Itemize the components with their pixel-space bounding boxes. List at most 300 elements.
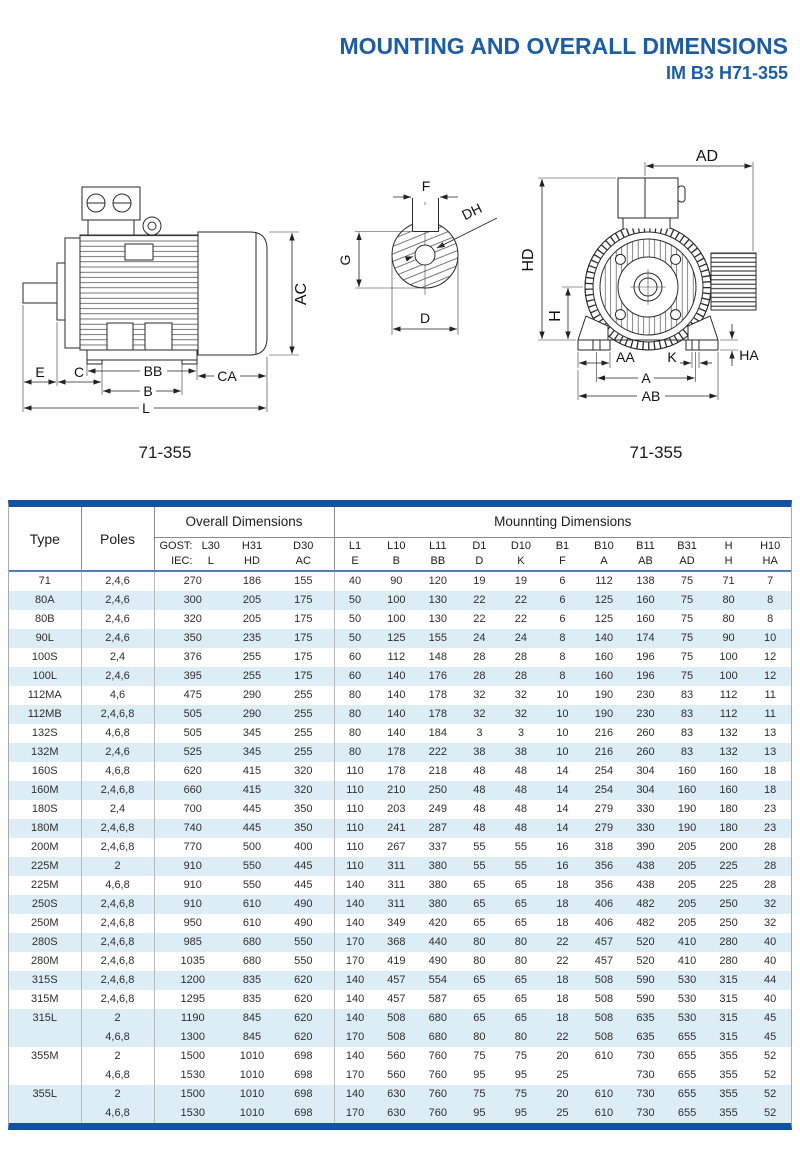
cell-value: 205 [242, 613, 262, 625]
cell-value: 95 [459, 1104, 501, 1123]
table-row [9, 933, 791, 952]
cell-value: 1010 [231, 1104, 273, 1123]
cell-value: 445 [273, 876, 334, 895]
table-row [9, 952, 791, 971]
cell-value: 508 [376, 1009, 418, 1028]
cell-poles: 2,4,6,8 [81, 895, 154, 914]
cell-value: 110 [334, 857, 376, 876]
cell-value: 83 [666, 743, 708, 762]
cell-value: 508 [376, 1028, 418, 1047]
cell-value: 630 [376, 1104, 418, 1123]
motor-side-view-drawing [10, 150, 310, 422]
table-row [9, 1085, 791, 1104]
cell-poles: 2,4,6 [81, 629, 154, 648]
cell-type: 315S [9, 971, 81, 990]
cell-value: 190 [583, 705, 625, 724]
cell-value: 225 [708, 857, 750, 876]
cell-value: 178 [417, 705, 459, 724]
cell-value: 760 [428, 1050, 448, 1062]
cell-value: 355 [708, 1104, 750, 1123]
cell-value: 22 [556, 955, 569, 967]
cell-value: 490 [428, 955, 448, 967]
cell-value: 390 [636, 841, 655, 853]
cell-value: 48 [473, 803, 486, 815]
cell-value: 45 [749, 1009, 791, 1028]
cell-value: 760 [428, 1069, 448, 1081]
cell-value: 620 [273, 1009, 334, 1028]
cell-value: 1530 [154, 1104, 231, 1123]
cell-value: 530 [677, 993, 697, 1005]
cell-value: 205 [666, 895, 708, 914]
cell-value: 65 [459, 1009, 501, 1028]
cell-value: 90 [708, 629, 750, 648]
cell-value [583, 1066, 625, 1085]
cell-value: 655 [666, 1085, 708, 1104]
cell-value: 255 [273, 743, 334, 762]
cell-value: 8 [749, 591, 791, 610]
cell-value: 6 [542, 591, 584, 610]
cell-value: 255 [273, 705, 334, 724]
cell-type: 250S [9, 895, 81, 914]
cell-value: 530 [666, 971, 708, 990]
col-header-b31: B31 AD [666, 537, 708, 571]
cell-value: 110 [346, 765, 364, 777]
cell-value: 520 [625, 933, 667, 952]
cell-value: 132 [719, 727, 738, 739]
cell-value: 138 [636, 575, 655, 587]
group-header-overall: Overall Dimensions [154, 507, 334, 537]
cell-value: 205 [231, 591, 273, 610]
cell-value: 355 [719, 1050, 738, 1062]
cell-value: 216 [594, 727, 614, 739]
cell-value: 140 [334, 895, 376, 914]
cell-value: 155 [273, 571, 334, 591]
table-row [9, 857, 791, 876]
dim-label-e: E [35, 364, 45, 380]
cell-type: 200M [9, 838, 81, 857]
dim-label-aa: AA [616, 349, 635, 365]
cell-poles: 4,6,8 [81, 1104, 154, 1123]
cell-value: 554 [417, 971, 459, 990]
col-header-h: H H [708, 537, 750, 571]
cell-value: 40 [348, 575, 362, 587]
cell-value: 610 [242, 917, 262, 929]
cell-value: 345 [242, 727, 262, 739]
cell-poles: 2,4,6,8 [81, 705, 154, 724]
cell-poles: 2,4,6 [81, 743, 154, 762]
col-header-type: Type [9, 507, 81, 571]
cell-value: 254 [583, 781, 625, 800]
cell-value: 216 [583, 743, 625, 762]
cell-value: 52 [764, 1069, 777, 1081]
cell-value: 190 [666, 819, 708, 838]
cell-value: 80 [459, 933, 501, 952]
table-row [9, 1066, 791, 1085]
cell-value: 320 [183, 613, 202, 625]
cell-value: 112 [387, 651, 406, 663]
cell-value: 14 [542, 819, 584, 838]
cell-value: 1500 [180, 1050, 205, 1062]
cell-value: 14 [556, 765, 569, 777]
cell-value: 184 [428, 727, 448, 739]
cell-value: 445 [242, 803, 262, 815]
cell-value: 28 [459, 667, 501, 686]
cell-value: 170 [345, 955, 365, 967]
cell-value: 80 [334, 743, 376, 762]
cell-value: 125 [583, 591, 625, 610]
cell-value: 11 [749, 705, 791, 724]
table-row [9, 705, 791, 724]
cell-value: 48 [459, 819, 501, 838]
table-row [9, 800, 791, 819]
cell-value: 55 [473, 841, 486, 853]
cell-value: 160 [636, 613, 655, 625]
col-header-l11: L11 BB [417, 537, 459, 571]
cell-value: 203 [387, 803, 406, 815]
cell-value: 65 [500, 971, 542, 990]
cell-value: 8 [542, 667, 584, 686]
table-row [9, 914, 791, 933]
terminal-box-front [618, 178, 678, 218]
cell-value: 845 [231, 1009, 273, 1028]
cell-value: 22 [473, 613, 486, 625]
cell-value: 32 [764, 917, 777, 929]
table-body [9, 571, 791, 1123]
cell-value: 910 [154, 895, 231, 914]
cell-value: 255 [242, 651, 262, 663]
cell-value: 10 [749, 629, 791, 648]
cell-value: 730 [625, 1085, 667, 1104]
table-row [9, 895, 791, 914]
cell-value: 655 [666, 1104, 708, 1123]
cell-value: 205 [677, 841, 697, 853]
cell-value: 18 [749, 781, 791, 800]
motor-feet [87, 350, 197, 360]
cell-value: 52 [749, 1085, 791, 1104]
cell-value: 760 [417, 1085, 459, 1104]
cell-value: 349 [387, 917, 406, 929]
cell-value: 1010 [239, 1050, 265, 1062]
cell-value: 32 [473, 689, 486, 701]
cell-poles: 2,4,6,8 [81, 933, 154, 952]
cell-value: 950 [183, 917, 202, 929]
cell-value: 28 [749, 857, 791, 876]
front-view-caption: 71-355 [629, 443, 683, 462]
cell-value: 32 [514, 689, 528, 701]
cell-value: 28 [473, 651, 486, 663]
cell-value: 490 [273, 895, 334, 914]
cell-value: 44 [749, 971, 791, 990]
cell-value: 18 [556, 917, 569, 929]
cell-value: 250 [719, 917, 738, 929]
cell-value: 32 [749, 895, 791, 914]
cell-value: 267 [387, 841, 406, 853]
cell-value: 95 [514, 1069, 528, 1081]
cell-value: 620 [183, 765, 202, 777]
cell-value: 655 [666, 1028, 708, 1047]
cell-value: 550 [231, 857, 273, 876]
cell-value: 80 [459, 1028, 501, 1047]
cell-value: 80 [722, 613, 735, 625]
cell-value: 125 [376, 629, 418, 648]
cell-value: 700 [183, 803, 202, 815]
cell-value: 52 [764, 1050, 777, 1062]
cell-value: 28 [514, 651, 528, 663]
col-header-d10: D10 K [500, 537, 542, 571]
cell-value: 16 [542, 857, 584, 876]
cell-value: 75 [666, 667, 708, 686]
center-hole [415, 245, 435, 265]
cell-value: 140 [334, 971, 376, 990]
cell-poles: 2,4,6 [81, 667, 154, 686]
cell-value: 635 [625, 1009, 667, 1028]
cell-value: 300 [154, 591, 231, 610]
cell-value: 80 [500, 1028, 542, 1047]
cell-value: 90 [390, 575, 403, 587]
col-header-gost-iec: GOST: L30 IEC: L [154, 537, 231, 571]
cell-value: 280 [708, 933, 750, 952]
cell-type: 160M [9, 781, 81, 800]
cell-value: 19 [473, 575, 486, 587]
dim-label-ab: AB [641, 388, 661, 404]
cell-value: 18 [542, 971, 584, 990]
cell-poles: 4,6,8 [81, 724, 154, 743]
cell-value: 505 [183, 727, 202, 739]
cell-value: 80 [348, 689, 362, 701]
cell-value: 19 [514, 575, 528, 587]
cell-value: 985 [154, 933, 231, 952]
cell-value: 112 [595, 575, 613, 587]
cell-value: 1295 [180, 993, 205, 1005]
cell-value: 175 [273, 591, 334, 610]
cell-value: 45 [749, 1028, 791, 1047]
cell-value: 65 [514, 879, 528, 891]
cell-value: 6 [559, 575, 566, 587]
cell-value: 249 [428, 803, 448, 815]
cell-value: 180 [719, 803, 738, 815]
cell-value: 12 [749, 667, 791, 686]
cell-value: 320 [273, 781, 334, 800]
cell-type: 315L [9, 1009, 81, 1028]
cell-value: 250 [417, 781, 459, 800]
cell-value: 680 [417, 1009, 459, 1028]
table-row [9, 667, 791, 686]
cell-value: 190 [594, 689, 614, 701]
cell-value: 620 [273, 990, 334, 1009]
cell-value: 356 [594, 879, 614, 891]
cell-type: 71 [9, 571, 81, 591]
group-header-mounting: Mounnting Dimensions [334, 507, 791, 537]
cell-value: 65 [473, 879, 486, 891]
col-header-poles: Poles [81, 507, 154, 571]
cell-value: 415 [242, 765, 262, 777]
cell-value: 18 [542, 1009, 584, 1028]
cell-poles: 2,4,6 [81, 571, 154, 591]
col-header-b11: B11 AB [625, 537, 667, 571]
cell-value: 845 [231, 1028, 273, 1047]
cell-type: 355L [9, 1085, 81, 1104]
cell-value: 410 [677, 955, 697, 967]
cell-value: 630 [376, 1085, 418, 1104]
cell-value: 6 [559, 613, 566, 625]
cell-value: 170 [334, 933, 376, 952]
cell-value: 490 [273, 914, 334, 933]
cell-value: 22 [542, 933, 584, 952]
page-title: MOUNTING AND OVERALL DIMENSIONS [339, 33, 788, 59]
page-subtitle: IM B3 H71-355 [665, 63, 788, 84]
cell-value: 235 [231, 629, 273, 648]
cell-value: 160 [666, 781, 708, 800]
cell-value: 350 [273, 819, 334, 838]
cell-value: 130 [428, 613, 448, 625]
cell-value: 160 [719, 765, 738, 777]
cell-value: 311 [376, 895, 418, 914]
cell-value: 65 [514, 917, 528, 929]
cell-value: 10 [556, 727, 569, 739]
cell-value: 610 [231, 895, 273, 914]
cell-type: 80B [9, 610, 81, 629]
cell-value: 587 [428, 993, 448, 1005]
table-row [9, 781, 791, 800]
cell-value: 132 [708, 743, 750, 762]
cell-value: 315 [708, 1028, 750, 1047]
cell-value: 60 [348, 651, 362, 663]
cell-value: 22 [459, 591, 501, 610]
cell-value: 620 [273, 971, 334, 990]
cell-value: 14 [556, 803, 569, 815]
cell-value: 440 [417, 933, 459, 952]
cell-value: 320 [273, 762, 334, 781]
cell-value: 445 [231, 819, 273, 838]
cell-value: 11 [764, 689, 776, 701]
cell-value: 100 [376, 591, 418, 610]
cell-value: 55 [500, 857, 542, 876]
cell-value: 740 [154, 819, 231, 838]
cell-poles: 2,4 [81, 648, 154, 667]
cell-value: 330 [636, 803, 655, 815]
cell-value: 140 [376, 667, 418, 686]
cell-value: 140 [334, 1085, 376, 1104]
cell-type: 112MA [9, 686, 81, 705]
cell-value: 12 [764, 651, 777, 663]
dim-label-g: G [337, 254, 353, 266]
cell-value: 508 [583, 1009, 625, 1028]
cell-value: 550 [273, 952, 334, 971]
cell-type: 100S [9, 648, 81, 667]
cell-value: 330 [625, 819, 667, 838]
cell-type: 80A [9, 591, 81, 610]
cell-value: 3 [517, 727, 524, 739]
dim-label-ad: AD [695, 150, 719, 165]
cell-value: 345 [231, 743, 273, 762]
cell-value: 560 [387, 1069, 406, 1081]
cell-value: 16 [556, 841, 569, 853]
cell-value: 698 [273, 1085, 334, 1104]
cell-value: 520 [636, 955, 655, 967]
cell-type [9, 1066, 81, 1085]
cell-value: 32 [459, 705, 501, 724]
col-header-l1: L1 E [334, 537, 376, 571]
cell-value: 1530 [180, 1069, 205, 1081]
cell-value: 130 [417, 591, 459, 610]
cell-value: 255 [273, 686, 334, 705]
cell-poles: 2 [81, 1047, 154, 1066]
cell-value: 304 [636, 765, 655, 777]
cell-value: 75 [459, 1085, 501, 1104]
cell-value: 110 [346, 841, 364, 853]
cell-value: 380 [417, 895, 459, 914]
cell-value: 190 [677, 803, 697, 815]
cell-value: 730 [636, 1069, 655, 1081]
cell-value: 610 [583, 1104, 625, 1123]
cell-value: 475 [183, 689, 202, 701]
cell-value: 65 [473, 993, 486, 1005]
cell-value: 610 [583, 1085, 625, 1104]
cell-poles: 4,6,8 [81, 876, 154, 895]
cell-value: 48 [514, 765, 528, 777]
dim-label-h: H [547, 310, 564, 322]
cell-type: 250M [9, 914, 81, 933]
cell-value: 83 [680, 689, 694, 701]
cell-value: 22 [514, 613, 528, 625]
cell-type: 315M [9, 990, 81, 1009]
cell-type: 355M [9, 1047, 81, 1066]
cell-value: 112 [708, 705, 750, 724]
cell-value: 65 [473, 917, 486, 929]
cell-value: 482 [636, 917, 655, 929]
cell-value: 406 [583, 895, 625, 914]
cell-value: 196 [625, 667, 667, 686]
cell-value: 170 [345, 1069, 365, 1081]
cell-value: 8 [767, 613, 774, 625]
cell-value: 315 [708, 971, 750, 990]
cell-value: 140 [345, 917, 365, 929]
table-row [9, 762, 791, 781]
cell-value: 65 [500, 895, 542, 914]
cell-value: 178 [428, 689, 448, 701]
table-row [9, 610, 791, 629]
cell-value: 65 [514, 993, 528, 1005]
cell-value: 178 [387, 765, 406, 777]
cell-value: 590 [636, 993, 655, 1005]
table-row [9, 876, 791, 895]
cell-value: 290 [242, 689, 262, 701]
cell-type: 90L [9, 629, 81, 648]
cell-value: 160 [594, 651, 614, 663]
cell-poles: 4,6,8 [81, 1066, 154, 1085]
cell-value: 160 [625, 591, 667, 610]
cell-value: 18 [542, 895, 584, 914]
cell-value: 287 [417, 819, 459, 838]
cell-value: 280 [719, 955, 738, 967]
cell-value: 318 [594, 841, 614, 853]
cell-value: 170 [334, 1104, 376, 1123]
table-row [9, 743, 791, 762]
cell-value: 55 [459, 857, 501, 876]
cell-type: 180S [9, 800, 81, 819]
cell-poles: 2,4,6,8 [81, 914, 154, 933]
cell-value: 80 [708, 591, 750, 610]
cell-value: 420 [428, 917, 448, 929]
table-row [9, 1047, 791, 1066]
cell-value: 100 [708, 667, 750, 686]
cell-value: 38 [500, 743, 542, 762]
cell-value: 18 [556, 879, 569, 891]
cell-value: 175 [273, 648, 334, 667]
side-view-caption: 71-355 [138, 443, 192, 462]
cell-value: 218 [428, 765, 448, 777]
cell-value: 205 [677, 917, 697, 929]
